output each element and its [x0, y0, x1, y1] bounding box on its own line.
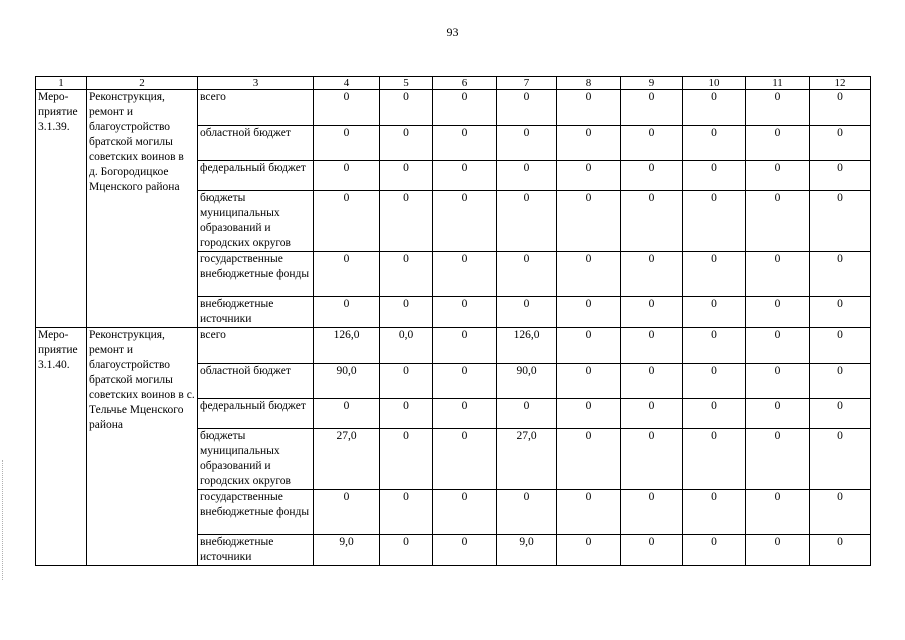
amount-cell: 0	[433, 161, 497, 191]
amount-cell: 0	[380, 490, 433, 535]
amount-cell: 0	[497, 161, 557, 191]
amount-cell: 0	[746, 90, 810, 126]
amount-cell: 0	[497, 191, 557, 252]
amount-cell: 0	[746, 429, 810, 490]
amount-cell: 9,0	[497, 535, 557, 566]
amount-cell: 126,0	[497, 328, 557, 364]
amount-cell: 27,0	[497, 429, 557, 490]
amount-cell: 0	[497, 490, 557, 535]
amount-cell: 0	[683, 364, 746, 399]
amount-cell: 0	[810, 90, 871, 126]
funding-source: федеральный бюджет	[198, 161, 314, 191]
table-row	[36, 90, 871, 126]
col-header: 2	[87, 77, 198, 90]
table-row	[36, 328, 871, 364]
amount-cell: 0	[621, 490, 683, 535]
amount-cell: 0	[746, 297, 810, 328]
amount-cell: 0	[683, 399, 746, 429]
funding-source: внебюджетные источники	[198, 297, 314, 328]
funding-source: государственные внебюджетные фонды	[198, 252, 314, 297]
amount-cell: 0	[380, 429, 433, 490]
amount-cell: 0	[380, 252, 433, 297]
amount-cell: 0	[380, 191, 433, 252]
amount-cell: 0	[433, 535, 497, 566]
amount-cell: 0	[380, 399, 433, 429]
amount-cell: 0	[433, 297, 497, 328]
amount-cell: 0	[314, 490, 380, 535]
amount-cell: 0	[810, 126, 871, 161]
col-header: 11	[746, 77, 810, 90]
amount-cell: 0	[746, 126, 810, 161]
amount-cell: 0	[683, 328, 746, 364]
amount-cell: 0	[810, 490, 871, 535]
amount-cell: 0	[433, 90, 497, 126]
col-header: 10	[683, 77, 746, 90]
amount-cell: 0	[557, 399, 621, 429]
amount-cell: 0	[380, 297, 433, 328]
amount-cell: 0	[497, 297, 557, 328]
amount-cell: 0	[621, 297, 683, 328]
amount-cell: 0	[746, 191, 810, 252]
amount-cell: 0	[557, 252, 621, 297]
amount-cell: 27,0	[314, 429, 380, 490]
amount-cell: 0	[380, 535, 433, 566]
col-header: 4	[314, 77, 380, 90]
amount-cell: 0	[683, 191, 746, 252]
amount-cell: 0	[433, 328, 497, 364]
amount-cell: 0	[746, 399, 810, 429]
amount-cell: 0	[810, 429, 871, 490]
page-number: 93	[446, 25, 459, 39]
col-header: 12	[810, 77, 871, 90]
amount-cell: 0	[621, 126, 683, 161]
amount-cell: 0	[433, 429, 497, 490]
amount-cell: 0	[621, 535, 683, 566]
amount-cell: 0	[557, 364, 621, 399]
budget-table	[35, 76, 871, 566]
funding-source: внебюджетные источники	[198, 535, 314, 566]
amount-cell: 0	[683, 490, 746, 535]
amount-cell: 0	[557, 90, 621, 126]
amount-cell: 0	[380, 364, 433, 399]
funding-source: федеральный бюджет	[198, 399, 314, 429]
amount-cell: 0	[314, 399, 380, 429]
amount-cell: 0	[557, 328, 621, 364]
amount-cell: 0	[433, 191, 497, 252]
amount-cell: 0	[557, 126, 621, 161]
amount-cell: 0	[557, 161, 621, 191]
col-header: 6	[433, 77, 497, 90]
amount-cell: 0	[314, 161, 380, 191]
header-row	[36, 77, 871, 90]
amount-cell: 0	[683, 252, 746, 297]
amount-cell: 0	[683, 297, 746, 328]
amount-cell: 0	[683, 126, 746, 161]
amount-cell: 0	[621, 90, 683, 126]
amount-cell: 0	[557, 429, 621, 490]
amount-cell: 90,0	[314, 364, 380, 399]
scan-edge-marks	[2, 460, 4, 580]
activity-title: Реконструкция, ремонт и благоустройство братской могилы советских воинов в д. Богородицкое Мценского района	[87, 90, 198, 328]
amount-cell: 0	[433, 364, 497, 399]
amount-cell: 0	[746, 364, 810, 399]
amount-cell: 0	[497, 252, 557, 297]
amount-cell: 0	[746, 490, 810, 535]
amount-cell: 0	[380, 90, 433, 126]
amount-cell: 0	[557, 535, 621, 566]
amount-cell: 0	[621, 429, 683, 490]
amount-cell: 0	[746, 328, 810, 364]
col-header: 9	[621, 77, 683, 90]
funding-source: государственные внебюджетные фонды	[198, 490, 314, 535]
amount-cell: 0,0	[380, 328, 433, 364]
amount-cell: 0	[314, 297, 380, 328]
amount-cell: 0	[621, 328, 683, 364]
amount-cell: 0	[683, 535, 746, 566]
activity-title: Реконструкция, ремонт и благоустройство братской могилы советских воинов в с. Тельчье Мценского района	[87, 328, 198, 566]
amount-cell: 0	[314, 191, 380, 252]
amount-cell: 0	[683, 429, 746, 490]
amount-cell: 0	[621, 399, 683, 429]
amount-cell: 0	[557, 490, 621, 535]
amount-cell: 0	[810, 252, 871, 297]
amount-cell: 0	[810, 328, 871, 364]
activity-code: Меро-приятие 3.1.39.	[36, 90, 87, 328]
amount-cell: 9,0	[314, 535, 380, 566]
funding-source: областной бюджет	[198, 126, 314, 161]
col-header: 5	[380, 77, 433, 90]
funding-source: бюджеты муниципальных образований и городских округов	[198, 429, 314, 490]
amount-cell: 0	[314, 90, 380, 126]
amount-cell: 0	[810, 364, 871, 399]
col-header: 1	[36, 77, 87, 90]
amount-cell: 0	[557, 191, 621, 252]
activity-code: Меро-приятие 3.1.40.	[36, 328, 87, 566]
col-header: 7	[497, 77, 557, 90]
amount-cell: 0	[433, 399, 497, 429]
amount-cell: 0	[746, 535, 810, 566]
amount-cell: 0	[433, 126, 497, 161]
col-header: 3	[198, 77, 314, 90]
amount-cell: 0	[810, 161, 871, 191]
amount-cell: 90,0	[497, 364, 557, 399]
amount-cell: 0	[683, 161, 746, 191]
amount-cell: 0	[621, 161, 683, 191]
amount-cell: 0	[683, 90, 746, 126]
amount-cell: 0	[810, 297, 871, 328]
col-header: 8	[557, 77, 621, 90]
amount-cell: 0	[621, 252, 683, 297]
amount-cell: 126,0	[314, 328, 380, 364]
amount-cell: 0	[497, 126, 557, 161]
amount-cell: 0	[433, 252, 497, 297]
amount-cell: 0	[746, 161, 810, 191]
amount-cell: 0	[557, 297, 621, 328]
amount-cell: 0	[810, 535, 871, 566]
amount-cell: 0	[810, 191, 871, 252]
amount-cell: 0	[314, 126, 380, 161]
amount-cell: 0	[433, 490, 497, 535]
funding-source: всего	[198, 90, 314, 126]
amount-cell: 0	[497, 399, 557, 429]
funding-source: всего	[198, 328, 314, 364]
amount-cell: 0	[621, 364, 683, 399]
amount-cell: 0	[810, 399, 871, 429]
funding-source: бюджеты муниципальных образований и городских округов	[198, 191, 314, 252]
amount-cell: 0	[497, 90, 557, 126]
amount-cell: 0	[314, 252, 380, 297]
amount-cell: 0	[380, 126, 433, 161]
amount-cell: 0	[746, 252, 810, 297]
funding-source: областной бюджет	[198, 364, 314, 399]
amount-cell: 0	[380, 161, 433, 191]
amount-cell: 0	[621, 191, 683, 252]
